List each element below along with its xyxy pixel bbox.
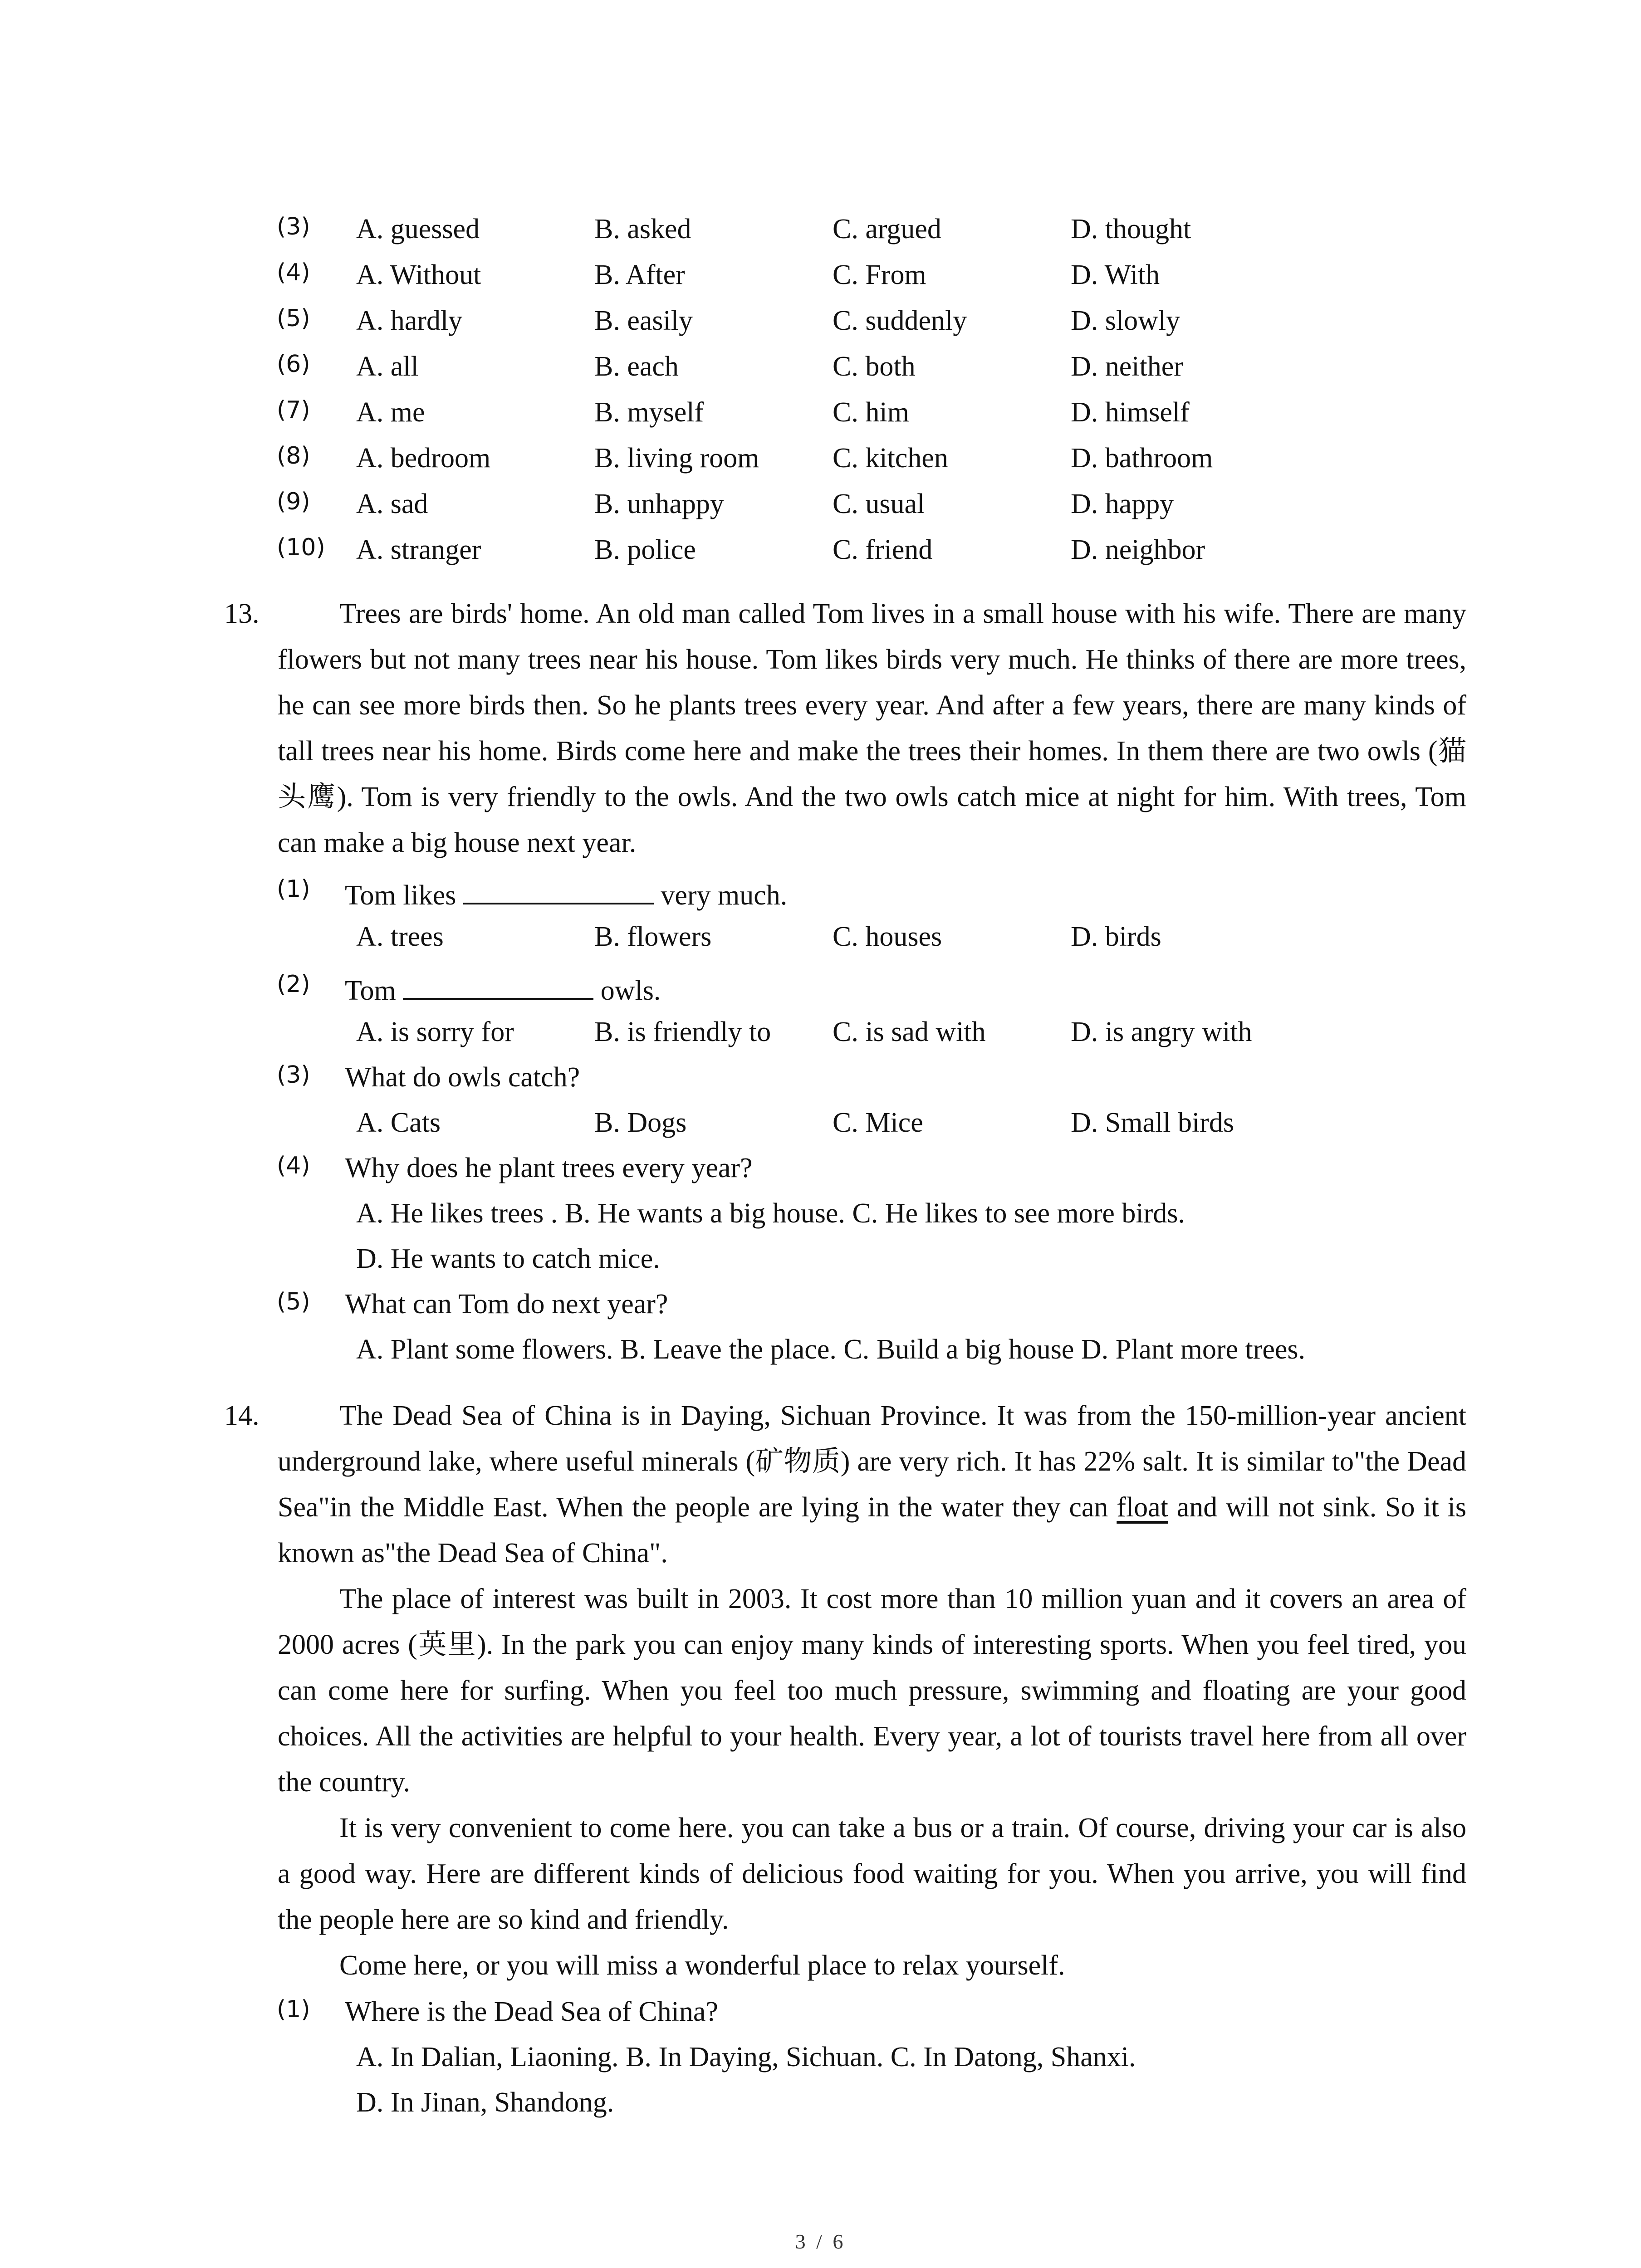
page-number: 3 / 6 <box>795 2230 846 2253</box>
question-14-paragraph-2: The place of interest was built in 2003. It cost more than 10 million yuan and it covers an area of 2000 acres (英里). In the park you can enjoy many kinds of interesting sports. When you feel tired, you can come here for surfing. When you feel too much pressure, swimming and floating are your good choices. All the activities are helpful to your health. Every year, a lot of tourists travel here from all over the country. <box>278 1584 1466 1798</box>
q14-sub-1-options-line2: D. In Jinan, Shandong. <box>356 2087 614 2118</box>
question-13-passage: Trees are birds' home. An old man called Tom lives in a small house with his wife. There are many flowers but not many trees near his house. Tom likes birds very much. He thinks of there are more trees, he can see more birds then. So he plants trees every year. And after a few years, there are many kinds of tall trees near his home. Birds come here and make the trees their homes. In them there are two owls (猫头鹰). Tom is very friendly to the owls. And the two owls catch mice at night for him. With trees, Tom can make a big house next year. <box>278 598 1466 858</box>
question-14-paragraph-3: It is very convenient to come here. you can take a bus or a train. Of course, driving your car is also a good way. Here are different kinds of delicious food waiting for you. When you arrive, you will find the people here are so kind and friendly. <box>278 1813 1466 1935</box>
exam-page: (3) A. guessed B. asked C. argued D. thought (4) A. Without B. After C. From D. With (5) A. hardly B. easily C. suddenly D. slowly (6) A. all B. each C. both D. neither (7) A. me B. myself C. him D. himself (8) A. bedroom B. living room C. kitchen D. bathroom (9) A. sad B. unhappy C. usual D. happy (10) A. stranger B. police C. friend D. neighbor 13. Trees are birds' home. An old man called Tom lives in a small house with his wife. There are many flowers but not many trees near his house. Tom likes birds very much. He thinks of there are more trees, he can see more birds then. So he plants trees every year. And after a few years, there are many kinds of tall trees near his home. Birds come here and make the trees their homes. In them there are two owls (猫头鹰). Tom is very friendly to the owls. And the two owls catch mice at night for him. With trees, Tom can make a big house next year. (1) Tom likes very much. A. trees B. flowers C. houses D. birds (2) Tom owls. A. is sorry for B. is friendly to C. is sad with D. is angry with (3) What do owls catch? A. Cats B. Dogs C. Mice D. Small birds (4) Why does he plant trees every year? A. He likes trees . B. He wants a big house. C. He likes to see more birds. D. He wants to catch mice. (5) What can Tom do next year? A. Plant some flowers. B. Leave the place. C. Build a big house D. Plant more trees. 14. The Dead Sea of China is in Daying, Sichuan Province. It was from the 150-million-year ancient underground lake, where useful minerals (矿物质) are very rich. It has 22% salt. It is similar to"the Dead Sea"in the Middle East. When the people are lying in the water they can float and will not sink. So it is known as"the Dead Sea of China". The place of interest was built in 2003. It cost more than 10 million yuan and it covers an area of 2000 acres (英里). In the park you can enjoy many kinds of interesting sports. When you feel tired, you can come here for surfing. When you feel too much pressure, swimming and floating are your good choices. All the activities are helpful to your health. Every year, a lot of tourists travel here from all over the country. It is very convenient to come here. you can take a bus or a train. Of course, driving your car is also a good way. Here are different kinds of delicious food waiting for you. When you arrive, you will find the people here are so kind and friendly. Come here, or you will miss a wonderful place to relax yourself. (1) Where is the Dead Sea of China? A. In Dalian, Liaoning. B. In Daying, Sichuan. C. In Datong, Shanxi. D. In Jinan, Shandong. 3 / 6 <box>0 0 1641 2268</box>
question-14-paragraph-4: Come here, or you will miss a wonderful place to relax yourself. <box>339 1950 1065 1981</box>
question-14-number: 14. <box>224 1400 260 1431</box>
q14-sub-1-options-line1: A. In Dalian, Liaoning. B. In Daying, Sichuan. C. In Datong, Shanxi. <box>356 2042 1136 2072</box>
underlined-word: float <box>1117 1492 1168 1523</box>
q13-sub-5-options-line1: A. Plant some flowers. B. Leave the place. C. Build a big house D. Plant more trees. <box>356 1334 1306 1365</box>
q13-sub-4-options-line2: D. He wants to catch mice. <box>356 1243 660 1274</box>
question-14-paragraph-1: The Dead Sea of China is in Daying, Sichuan Province. It was from the 150-million-year ancient underground lake, where useful minerals (矿物质) are very rich. It has 22% salt. It is similar to"the Dead Sea"in the Middle East. When the people are lying in the water they can float and will not sink. So it is known as"the Dead Sea of China". <box>278 1400 1466 1569</box>
answer-blank <box>463 875 654 904</box>
question-13-number: 13. <box>224 598 260 629</box>
answer-blank <box>403 971 593 1000</box>
q13-sub-4-options-line1: A. He likes trees . B. He wants a big house. C. He likes to see more birds. <box>356 1198 1185 1229</box>
